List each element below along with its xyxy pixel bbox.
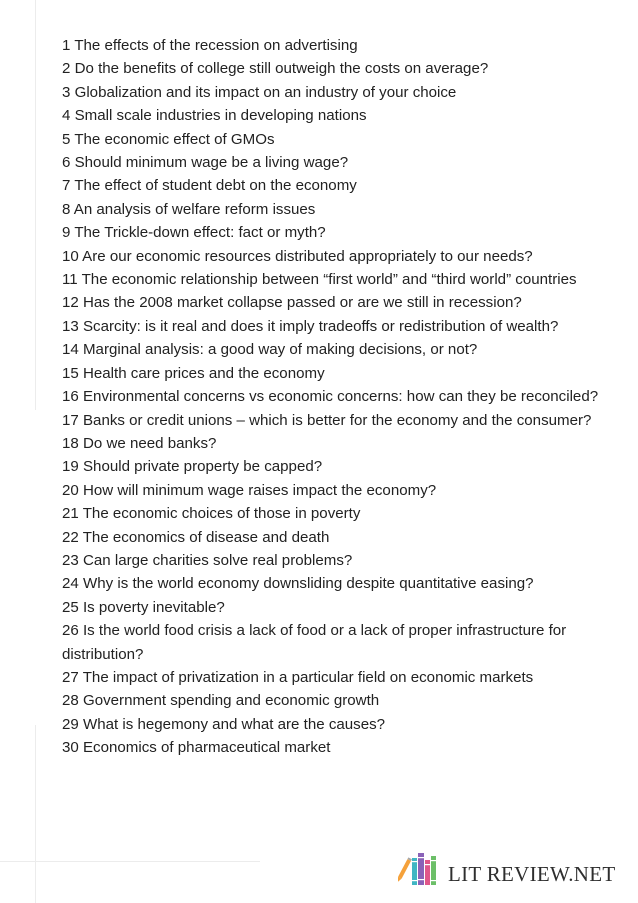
- topic-item: 4 Small scale industries in developing nations: [62, 107, 367, 125]
- brand-logo: [398, 850, 616, 886]
- topic-item: 12 Has the 2008 market collapse passed or are we still in recession?: [62, 294, 522, 312]
- topic-item: 28 Government spending and economic growth: [62, 692, 380, 710]
- topic-item: 21 The economic choices of those in poverty: [62, 505, 361, 523]
- topic-item: 20 How will minimum wage raises impact the economy?: [62, 481, 437, 499]
- topic-item: 13 Scarcity: is it real and does it imply tradeoffs or redistribution of wealth?: [62, 317, 559, 335]
- topic-item: 8 An analysis of welfare reform issues: [62, 200, 316, 218]
- topic-item: 7 The effect of student debt on the economy: [62, 177, 357, 195]
- topic-item: 15 Health care prices and the economy: [62, 364, 325, 382]
- decorative-vertical-line-top: [35, 0, 36, 410]
- topic-item: 10 Are our economic resources distributed appropriately to our needs?: [62, 247, 533, 265]
- topic-item: 6 Should minimum wage be a living wage?: [62, 154, 349, 172]
- decorative-vertical-line-bottom: [35, 725, 36, 903]
- topic-item: 2 Do the benefits of college still outweigh the costs on average?: [62, 60, 489, 78]
- topic-item: 17 Banks or credit unions – which is better for the economy and the consumer?: [62, 411, 592, 429]
- topic-item: 23 Can large charities solve real problems?: [62, 551, 353, 569]
- topic-item: 24 Why is the world economy downsliding despite quantitative easing?: [62, 575, 534, 593]
- topic-item: 27 The impact of privatization in a particular field on economic markets: [62, 668, 534, 686]
- topic-item: 29 What is hegemony and what are the causes?: [62, 715, 386, 733]
- topic-item: 16 Environmental concerns vs economic concerns: how can they be reconciled?: [62, 388, 599, 406]
- topic-item: 22 The economics of disease and death: [62, 528, 330, 546]
- topic-list: [62, 34, 622, 760]
- topic-item: 11 The economic relationship between “first world” and “third world” countries: [62, 271, 577, 289]
- topic-item: 30 Economics of pharmaceutical market: [62, 739, 331, 757]
- topic-item: 9 The Trickle-down effect: fact or myth?: [62, 224, 326, 242]
- books-pencil-icon: [398, 850, 440, 886]
- topic-item: 19 Should private property be capped?: [62, 458, 323, 476]
- topic-item: 25 Is poverty inevitable?: [62, 598, 225, 616]
- topic-item: 3 Globalization and its impact on an industry of your choice: [62, 83, 457, 101]
- topic-item: 18 Do we need banks?: [62, 434, 217, 452]
- topic-item: 14 Marginal analysis: a good way of making decisions, or not?: [62, 341, 478, 359]
- topic-item: 5 The economic effect of GMOs: [62, 130, 275, 148]
- topic-item: 26 Is the world food crisis a lack of food or a lack of proper infrastructure for distribution?: [62, 622, 567, 663]
- topic-item: 1 The effects of the recession on advertising: [62, 37, 358, 54]
- decorative-horizontal-line: [0, 861, 260, 862]
- brand-name: LIT REVIEW.NET: [448, 862, 616, 886]
